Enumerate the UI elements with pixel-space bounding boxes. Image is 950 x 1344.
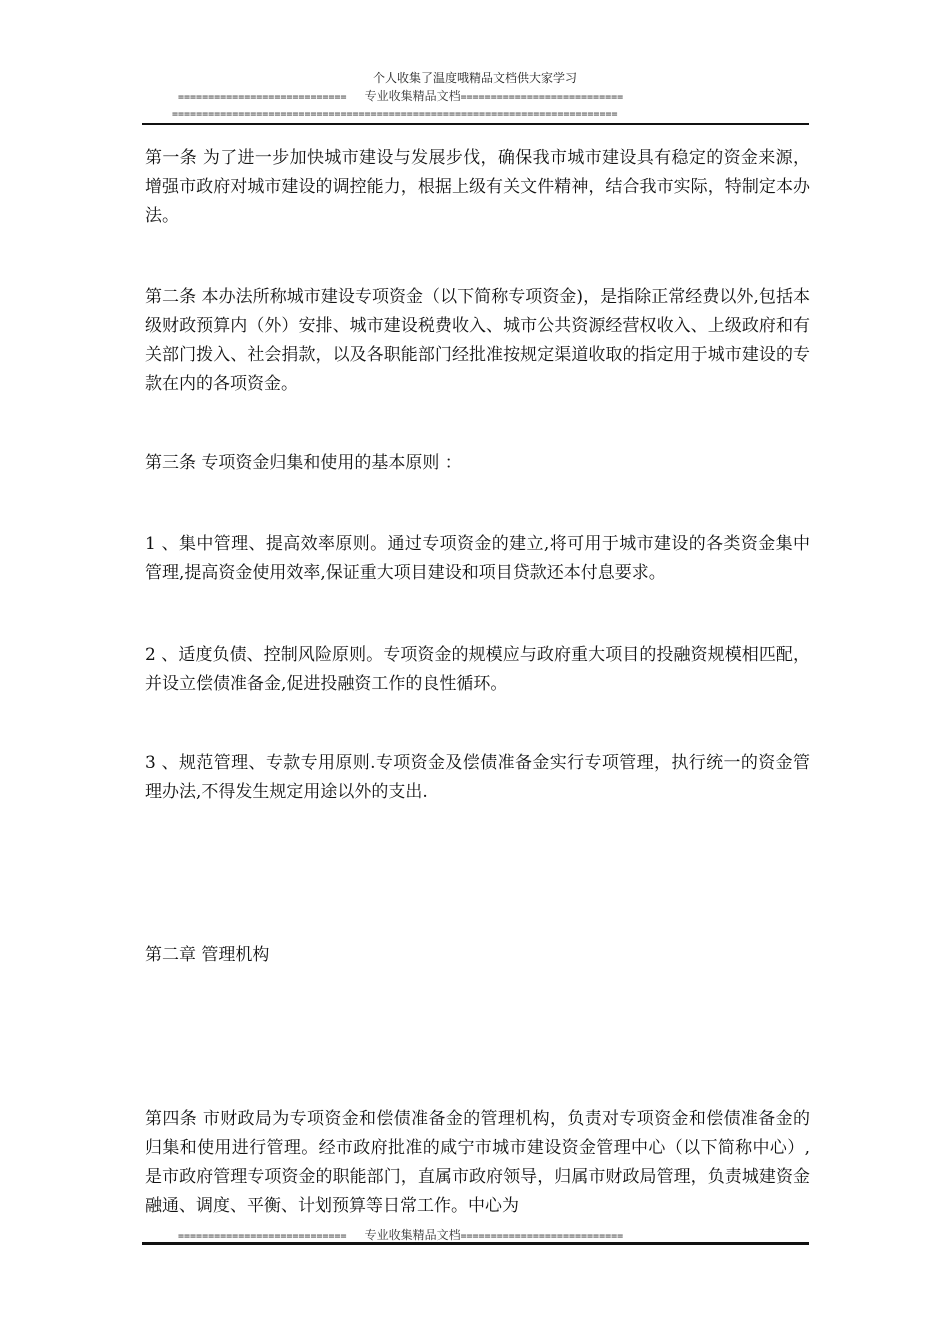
footer-separator (178, 1229, 623, 1243)
header-separator-full: ========================================================================== (172, 109, 618, 120)
principle-1: 1 、集中管理、提高效率原则。通过专项资金的建立,将可用于城市建设的各类资金集中管理,提高资金使用效率,保证重大项目建设和项目贷款还本付息要求。 (145, 534, 810, 583)
header-separator (178, 90, 623, 104)
header-separator-left: ============================ (178, 92, 347, 103)
header-rule (142, 123, 809, 125)
footer-separator-left: ============================ (178, 1231, 347, 1242)
footer-separator-right: =========================== (460, 1231, 624, 1242)
principle-2: 2 、适度负债、控制风险原则。专项资金的规模应与政府重大项目的投融资规模相匹配，并设立偿债准备金,促进投融资工作的良性循环。 (145, 645, 810, 694)
article-1: 第一条 为了进一步加快城市建设与发展步伐，确保我市城市建设具有稳定的资金来源，增强市政府对城市建设的调控能力，根据上级有关文件精神，结合我市实际，特制定本办法。 (145, 148, 810, 226)
article-3-heading: 第三条 专项资金归集和使用的基本原则 ： (145, 453, 462, 473)
article-2: 第二条 本办法所称城市建设专项资金（以下简称专项资金)，是指除正常经费以外,包括本级财政预算内（外）安排、城市建设税费收入、城市公共资源经营权收入、上级政府和有关部门拨入、社会捐款，以及各职能部门经批准按规定渠道收取的指定用于城市建设的专款在内的各项资金。 (145, 287, 810, 394)
chapter-2-heading: 第二章 管理机构 (145, 945, 270, 965)
header-separator-label: 专业收集精品文档 (364, 89, 461, 103)
header-separator-right: =========================== (460, 92, 624, 103)
principle-3: 3 、规范管理、专款专用原则.专项资金及偿债准备金实行专项管理，执行统一的资金管理办法,不得发生规定用途以外的支出. (145, 753, 810, 802)
footer-separator-label: 专业收集精品文档 (364, 1228, 461, 1242)
header-title: 个人收集了温度哦精品文档供大家学习 (372, 71, 577, 85)
article-4: 第四条 市财政局为专项资金和偿债准备金的管理机构，负责对专项资金和偿债准备金的归集和使用进行管理。经市政府批准的咸宁市城市建设资金管理中心（以下简称中心）,是市政府管理专项资金的职能部门，直属市政府领导，归属市财政局管理，负责城建资金融通、调度、平衡、计划预算等日常工作。中心为 (145, 1109, 810, 1216)
footer-rule (142, 1242, 809, 1245)
